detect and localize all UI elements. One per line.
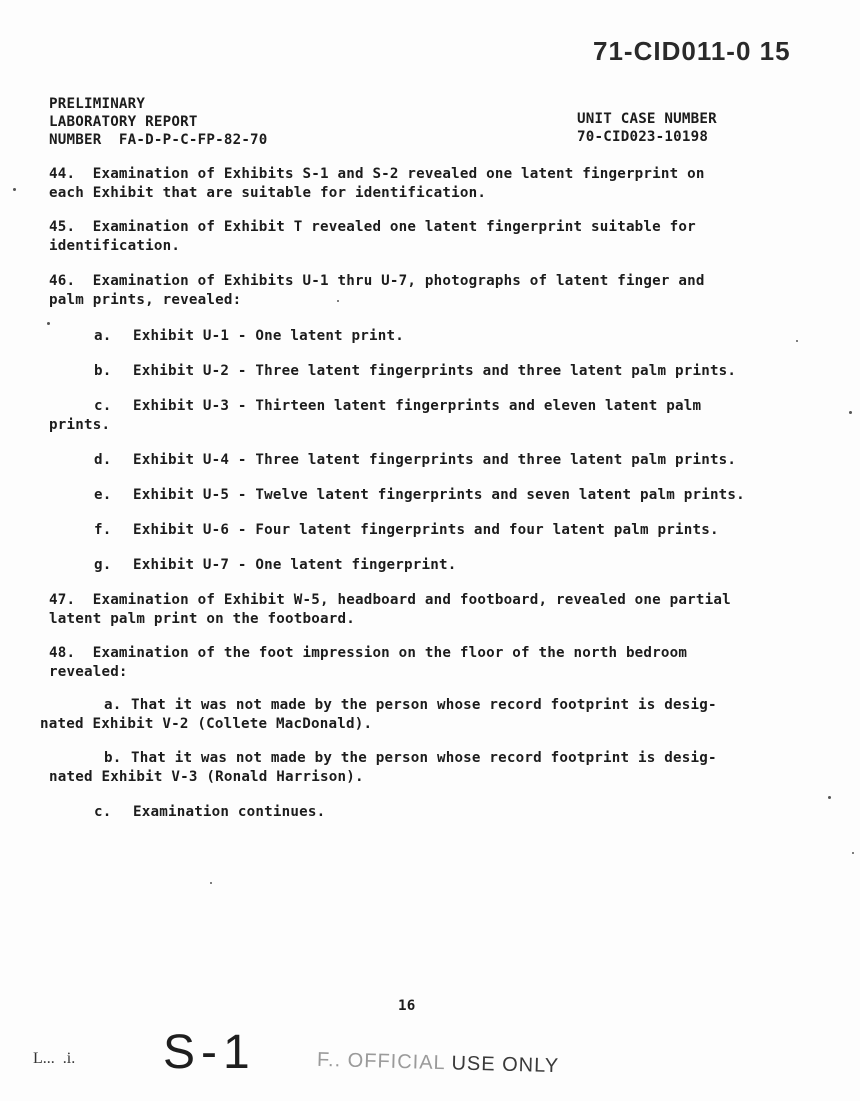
item-46-c-letter: c. xyxy=(94,398,112,414)
fouo-stamp-dark: USE ONLY xyxy=(444,1052,560,1078)
scan-speck xyxy=(849,411,852,414)
scan-speck xyxy=(13,188,16,191)
para-47-line2: latent palm print on the footboard. xyxy=(49,611,355,627)
fouo-stamp-faint: F.. OFFICIAL xyxy=(316,1048,446,1075)
header-laboratory-report: LABORATORY REPORT xyxy=(49,114,198,130)
para-44-line1: 44. Examination of Exhibits S-1 and S-2 revealed one latent fingerprint on xyxy=(49,166,705,182)
header-unit-case-number: 70-CID023-10198 xyxy=(577,129,709,145)
item-48-a-continuation: nated Exhibit V-2 (Collete MacDonald). xyxy=(40,716,373,732)
header-preliminary: PRELIMINARY xyxy=(49,96,146,112)
para-48-line2: revealed: xyxy=(49,664,128,680)
item-48-a-letter: a. xyxy=(104,697,122,713)
item-46-a-text: Exhibit U-1 - One latent print. xyxy=(133,328,404,344)
item-48-b-letter: b. xyxy=(104,750,122,766)
header-unit-case-label: UNIT CASE NUMBER xyxy=(577,111,717,127)
item-48-b-continuation: nated Exhibit V-3 (Ronald Harrison). xyxy=(49,769,364,785)
item-46-c-continuation: prints. xyxy=(49,417,111,433)
item-46-e-letter: e. xyxy=(94,487,112,503)
item-46-d-letter: d. xyxy=(94,452,112,468)
item-48-b-text: That it was not made by the person whose record footprint is desig- xyxy=(131,750,717,766)
scan-speck xyxy=(796,340,798,342)
para-45-line1: 45. Examination of Exhibit T revealed one latent fingerprint suitable for xyxy=(49,219,696,235)
item-46-d-text: Exhibit U-4 - Three latent fingerprints and three latent palm prints. xyxy=(133,452,737,468)
scan-speck xyxy=(210,882,212,884)
serial-stamp: 71-CID011-0 15 xyxy=(593,36,791,66)
para-44-line2: each Exhibit that are suitable for identification. xyxy=(49,185,487,201)
scan-speck xyxy=(47,322,50,325)
scan-speck xyxy=(852,852,854,854)
item-46-f-letter: f. xyxy=(94,522,112,538)
bottom-left-mark: L... .i. xyxy=(33,1050,76,1067)
item-48-a-text: That it was not made by the person whose record footprint is desig- xyxy=(131,697,717,713)
item-46-e-text: Exhibit U-5 - Twelve latent fingerprints and seven latent palm prints. xyxy=(133,487,745,503)
item-46-g-letter: g. xyxy=(94,557,112,573)
item-46-g-text: Exhibit U-7 - One latent fingerprint. xyxy=(133,557,457,573)
para-47-line1: 47. Examination of Exhibit W-5, headboard and footboard, revealed one partial xyxy=(49,592,731,608)
item-48-c-text: Examination continues. xyxy=(133,804,326,820)
item-46-b-letter: b. xyxy=(94,363,112,379)
exhibit-stamp: S-1 xyxy=(163,1026,256,1079)
scan-speck xyxy=(337,300,339,302)
para-48-line1: 48. Examination of the foot impression on the floor of the north bedroom xyxy=(49,645,688,661)
item-48-c-letter: c. xyxy=(94,804,112,820)
item-46-f-text: Exhibit U-6 - Four latent fingerprints and four latent palm prints. xyxy=(133,522,719,538)
page-number: 16 xyxy=(398,998,416,1014)
para-45-line2: identification. xyxy=(49,238,181,254)
para-46-line1: 46. Examination of Exhibits U-1 thru U-7, photographs of latent finger and xyxy=(49,273,705,289)
item-46-a-letter: a. xyxy=(94,328,112,344)
scan-speck xyxy=(828,796,831,799)
fouo-stamp xyxy=(317,1049,560,1078)
item-46-b-text: Exhibit U-2 - Three latent fingerprints and three latent palm prints. xyxy=(133,363,737,379)
header-report-number: NUMBER FA-D-P-C-FP-82-70 xyxy=(49,132,268,148)
para-46-line2: palm prints, revealed: xyxy=(49,292,242,308)
item-46-c-text: Exhibit U-3 - Thirteen latent fingerprints and eleven latent palm xyxy=(133,398,702,414)
